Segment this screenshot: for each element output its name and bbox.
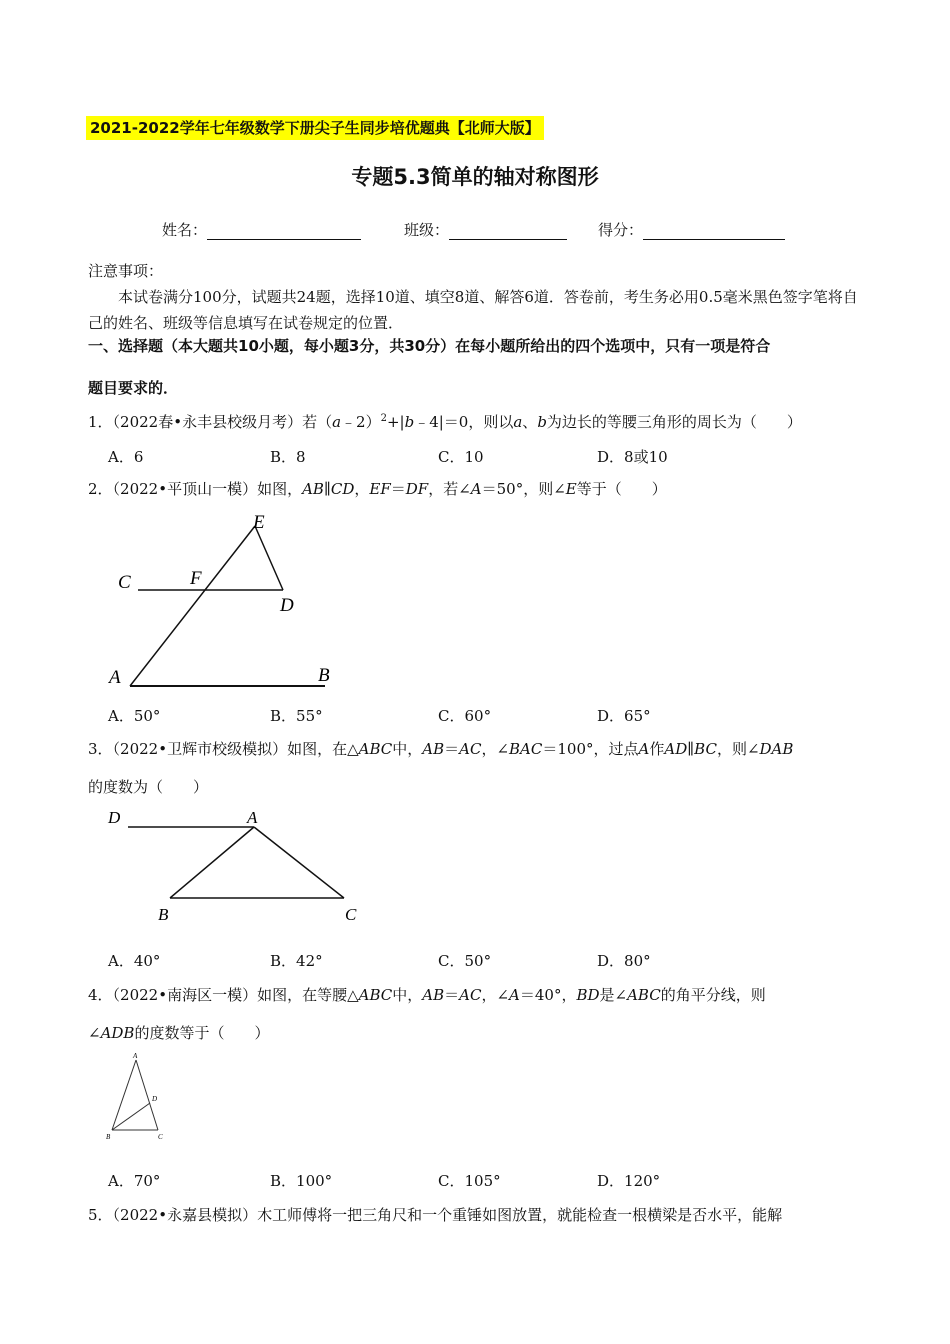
score-label: 得分： (598, 221, 644, 239)
q4-seg-ab: AB (422, 986, 445, 1004)
q2-text: ＝ (390, 480, 406, 498)
notice-line-2: 色签字笔将自己的姓名、班级等信息填写在试卷规定的位置． (88, 288, 858, 332)
q4-label-b: B (106, 1133, 111, 1141)
q4-text: 的角平分线，则 (660, 986, 766, 1004)
q2-label-a: A (109, 667, 121, 688)
q1-option-b[interactable]: B．8 (270, 448, 306, 466)
q4-seg-ac: AC (459, 986, 482, 1004)
q2-seg-cd: CD (330, 480, 355, 498)
q4-option-a[interactable]: A．70° (108, 1172, 161, 1190)
section-line-1: 一、选择题（本大题共10小题，每小题3分，共30分）在每小题所给出的四个选项中，只有一项是符合 (88, 337, 771, 355)
score-blank[interactable] (643, 223, 785, 240)
class-label: 班级： (404, 221, 450, 239)
section-heading (88, 325, 864, 409)
q4-text: 是∠ (599, 986, 628, 1004)
q2-option-d[interactable]: D．65° (597, 707, 651, 725)
question-1 (88, 400, 864, 441)
q1-var-b: b (537, 413, 547, 431)
q3-text: ＝100°，过点 (542, 740, 639, 758)
q3-label-c: C (345, 905, 357, 924)
q3-text: ＝ (444, 740, 460, 758)
q2-text: ＝50°，则∠ (481, 480, 566, 498)
q4-text: 的度数等于（ ） (134, 1024, 270, 1042)
q5-text: （2022•永嘉县模拟）木工师傅将一把三角尺和一个重锤如图放置，就能检查一根横梁是否水平，能解 (112, 1206, 783, 1224)
q2-text: ，若∠ (428, 480, 471, 498)
q4-label-c: C (158, 1133, 163, 1141)
q2-option-c[interactable]: C．60° (438, 707, 492, 725)
q2-seg-df: DF (405, 480, 429, 498)
q3-text: 中， (392, 740, 423, 758)
q2-text: （2022•平顶山一模）如图， (112, 480, 303, 498)
q2-label-b: B (318, 665, 330, 686)
class-blank[interactable] (449, 223, 567, 240)
notice-line-1: 本试卷满分100分，试题共24题，选择10道、填空8道、解答6道．答卷前，考生务必用0.5毫米黑 (118, 288, 768, 306)
q3-label-d: D (108, 808, 121, 827)
question-3 (88, 730, 864, 806)
q3-label-a: A (247, 808, 258, 827)
q4-text: ＝ (444, 986, 460, 1004)
name-field[interactable] (162, 219, 361, 240)
section-line-2: 题目要求的． (88, 379, 179, 397)
q3-option-c[interactable]: C．50° (438, 952, 492, 970)
page-title: 专题5.3简单的轴对称图形 (351, 165, 599, 189)
q3-number: 3． (88, 740, 113, 758)
q2-line-ae (130, 526, 255, 686)
question-2 (88, 470, 864, 508)
q2-figure (100, 505, 350, 695)
q2-option-b[interactable]: B．55° (270, 707, 323, 725)
q4-label-a: A (133, 1052, 138, 1060)
q3-seg-ad: AD (664, 740, 688, 758)
q2-label-e: E (253, 512, 265, 533)
q4-text: ∠ (88, 1024, 101, 1042)
q1-text: （2022春•永丰县校级月考）若（ (112, 413, 333, 431)
q3-option-a[interactable]: A．40° (108, 952, 161, 970)
q2-seg-ef: EF (369, 480, 391, 498)
question-4 (88, 976, 864, 1052)
q4-option-d[interactable]: D．120° (597, 1172, 661, 1190)
q1-text: ﹣2） (341, 413, 381, 431)
q4-text: ，∠ (481, 986, 510, 1004)
q3-label-b: B (158, 905, 169, 924)
q3-seg-ac: AC (459, 740, 482, 758)
q4-text: 中， (392, 986, 423, 1004)
q2-number: 2． (88, 480, 113, 498)
q5-number: 5． (88, 1206, 113, 1224)
q4-text: ＝40°， (519, 986, 577, 1004)
score-field[interactable] (598, 219, 785, 240)
q2-label-f: F (190, 568, 202, 589)
q3-text: 的度数为（ ） (88, 778, 209, 796)
q1-exponent: 2 (380, 413, 387, 424)
q4-seg-bd: BD (576, 986, 600, 1004)
q1-var-a: a (332, 413, 342, 431)
q2-text: ∥ (323, 480, 331, 498)
q2-angle-e: E (565, 480, 577, 498)
q3-line-ac (254, 827, 344, 898)
q2-text: 等于（ ） (576, 480, 667, 498)
q3-text: ，则∠ (716, 740, 760, 758)
q2-angle-a: A (470, 480, 482, 498)
q3-seg-ab: AB (422, 740, 445, 758)
q2-line-ed (255, 526, 283, 590)
q3-text: ∥ (687, 740, 695, 758)
q2-label-d: D (280, 595, 294, 616)
q3-option-b[interactable]: B．42° (270, 952, 323, 970)
q1-option-c[interactable]: C．10 (438, 448, 484, 466)
name-blank[interactable] (207, 223, 361, 240)
class-field[interactable] (404, 219, 567, 240)
q4-number: 4． (88, 986, 113, 1004)
q4-figure (100, 1050, 180, 1145)
q4-line-bd (112, 1103, 150, 1130)
q4-triangle: ABC (358, 986, 393, 1004)
q4-angle-adb: ADB (100, 1024, 135, 1042)
question-5 (88, 1196, 864, 1234)
q1-number: 1． (88, 413, 113, 431)
q3-text: 作 (649, 740, 665, 758)
q4-option-b[interactable]: B．100° (270, 1172, 333, 1190)
notice-heading: 注意事项： (88, 262, 164, 280)
q2-option-a[interactable]: A．50° (108, 707, 161, 725)
q1-text: 为边长的等腰三角形的周长为（ ） (546, 413, 802, 431)
q1-var-b: b (404, 413, 415, 431)
q3-text: （2022•卫辉市校级模拟）如图，在△ (112, 740, 359, 758)
q4-option-c[interactable]: C．105° (438, 1172, 501, 1190)
series-banner: 2021-2022学年七年级数学下册尖子生同步培优题典【北师大版】 (86, 116, 544, 140)
q4-label-d: D (152, 1095, 158, 1103)
q1-var-a: a (513, 413, 523, 431)
q2-text: ， (354, 480, 370, 498)
q1-text: +| (386, 413, 405, 431)
q1-option-a[interactable]: A．6 (108, 448, 144, 466)
q3-seg-bc: BC (694, 740, 717, 758)
q3-text: ，∠ (481, 740, 510, 758)
q4-text: （2022•南海区一模）如图，在等腰△ (112, 986, 359, 1004)
q3-line-ab (170, 827, 254, 898)
name-label: 姓名： (162, 221, 208, 239)
q3-angle-bac: BAC (509, 740, 543, 758)
q3-point-a: A (638, 740, 650, 758)
q1-text: ﹣4|＝0，则以 (414, 413, 514, 431)
q3-angle-dab: DAB (759, 740, 794, 758)
q2-seg-ab: AB (302, 480, 324, 498)
q4-angle-a: A (509, 986, 520, 1004)
q3-figure (100, 803, 370, 928)
q3-triangle: ABC (358, 740, 393, 758)
q1-option-d[interactable]: D．8或10 (597, 448, 668, 466)
q3-option-d[interactable]: D．80° (597, 952, 651, 970)
q2-label-c: C (118, 572, 131, 593)
q4-line-ab (112, 1060, 136, 1130)
q1-text: 、 (522, 413, 538, 431)
q4-angle-abc: ABC (627, 986, 661, 1004)
